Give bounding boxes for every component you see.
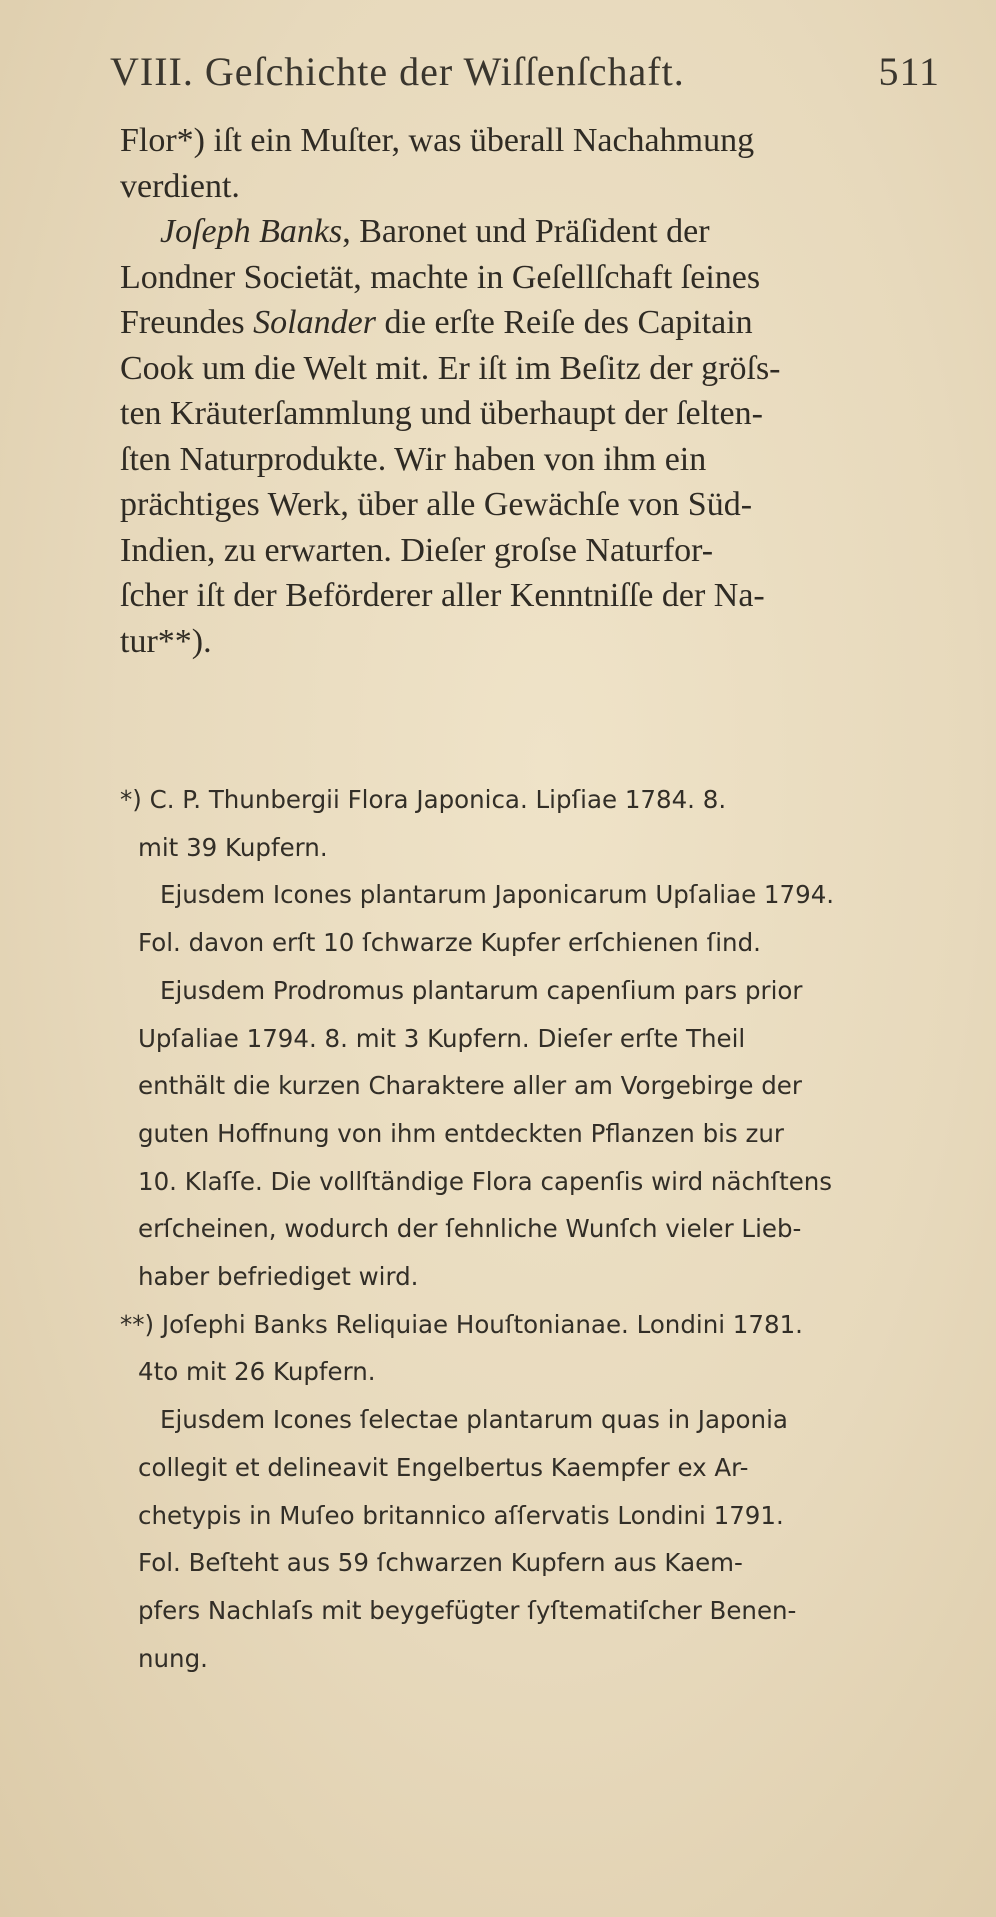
footnote-text: Fol. davon erſt 10 ſchwarze Kupfer erſchienen ſind.: [138, 928, 761, 958]
text-line-content: Freundes: [120, 304, 254, 341]
text-line-content: prächtiges Werk, über alle Gewächſe von Süd-: [120, 486, 753, 523]
footnote-text: guten Hoffnung von ihm entdeckten Pflanzen bis zur: [138, 1118, 784, 1148]
footnote-line: [120, 776, 955, 824]
footnote-text: Ejusdem Icones ſelectae plantarum quas in Japonia: [160, 1405, 788, 1435]
page-number: 511: [878, 49, 940, 94]
text-line: [120, 118, 950, 164]
text-line-content: tur**).: [120, 622, 212, 660]
footnote-line: [120, 1587, 955, 1635]
footnotes: [120, 776, 955, 1682]
footnote-text: pfers Nachlaſs mit beygefügter ſyſtematiſcher Benen-: [138, 1595, 797, 1625]
footnote-text: Upſaliae 1794. 8. mit 3 Kupfern. Dieſer erſte Theil: [138, 1023, 746, 1053]
footnote-line: [120, 1348, 955, 1396]
text-line: [120, 391, 950, 437]
text-line: [120, 619, 950, 665]
footnote-line: [120, 1015, 955, 1063]
footnote-text: chetypis in Muſeo britannico aſſervatis Londini 1791.: [138, 1500, 784, 1530]
footnote-line: [120, 1301, 955, 1349]
text-line: [120, 346, 950, 392]
footnote-line: [120, 871, 955, 919]
text-line: [120, 482, 950, 528]
footnote-line: [120, 1110, 955, 1158]
text-line-content: Cook um die Welt mit. Er iſt im Beſitz der gröſs-: [120, 349, 781, 387]
text-line: [120, 573, 950, 619]
footnote-line: [120, 1062, 955, 1110]
text-line: [120, 255, 950, 301]
text-line-content: die erſte Reiſe des Capitain: [375, 304, 753, 341]
running-header: [110, 44, 940, 104]
text-line-content: Londner Societät, machte in Geſellſchaft ſeines: [120, 258, 761, 296]
footnote-text: nung.: [138, 1643, 208, 1673]
footnote-line: [120, 1158, 955, 1206]
person-name: Joſeph Banks: [160, 213, 343, 250]
footnote-text: collegit et delineavit Engelbertus Kaempfer ex Ar-: [138, 1452, 749, 1482]
footnote-line: [120, 1444, 955, 1492]
text-line-content: ſten Naturprodukte. Wir haben von ihm ein: [120, 440, 707, 478]
text-line-content: verdient.: [120, 167, 240, 205]
main-text: [120, 118, 950, 664]
text-line-content: , Baronet und Präſident der: [342, 213, 710, 250]
footnote-text: *) C. P. Thunbergii Flora Japonica. Lipſiae 1784. 8.: [120, 785, 727, 814]
footnote-line: [120, 967, 955, 1015]
footnote-text: mit 39 Kupfern.: [138, 832, 328, 862]
text-line: [120, 209, 950, 255]
footnote-text: Ejusdem Prodromus plantarum capenſium pars prior: [160, 975, 803, 1005]
text-line: [120, 528, 950, 574]
text-line: [120, 437, 950, 483]
footnote-line: [120, 1253, 955, 1301]
text-line-content: ſcher iſt der Beförderer aller Kenntniſſe der Na-: [120, 577, 765, 614]
footnote-text: erſcheinen, wodurch der ſehnliche Wunſch vieler Lieb-: [138, 1214, 802, 1244]
text-line-content: ten Kräuterſammlung und überhaupt der ſelten-: [120, 395, 763, 432]
chapter-title: VIII. Geſchichte der Wiſſenſchaft.: [110, 49, 685, 94]
text-line-content: Flor*) iſt ein Muſter, was überall Nachahmung: [120, 122, 755, 159]
text-line: [120, 300, 950, 346]
footnote-line: [120, 1492, 955, 1540]
text-line: [120, 164, 950, 210]
footnote-text: Fol. Beſteht aus 59 ſchwarzen Kupfern aus Kaem-: [138, 1548, 743, 1578]
footnote-text: Ejusdem Icones plantarum Japonicarum Upſaliae 1794.: [160, 880, 835, 910]
footnote-line: [120, 1205, 955, 1253]
footnote-line: [120, 919, 955, 967]
footnote-line: [120, 1635, 955, 1683]
footnote-text: **) Joſephi Banks Reliquiae Houſtonianae. Londini 1781.: [120, 1309, 803, 1339]
footnote-line: [120, 1539, 955, 1587]
footnote-line: [120, 824, 955, 872]
footnote-text: 10. Klaſſe. Die vollſtändige Flora capenſis wird nächſtens: [138, 1166, 833, 1196]
footnote-text: haber befriediget wird.: [138, 1262, 419, 1292]
text-line-content: Indien, zu erwarten. Dieſer groſse Naturfor-: [120, 531, 714, 569]
footnote-line: [120, 1396, 955, 1444]
footnote-text: 4to mit 26 Kupfern.: [138, 1357, 376, 1387]
person-name: Solander: [253, 304, 376, 341]
footnote-text: enthält die kurzen Charaktere aller am Vorgebirge der: [138, 1071, 802, 1101]
